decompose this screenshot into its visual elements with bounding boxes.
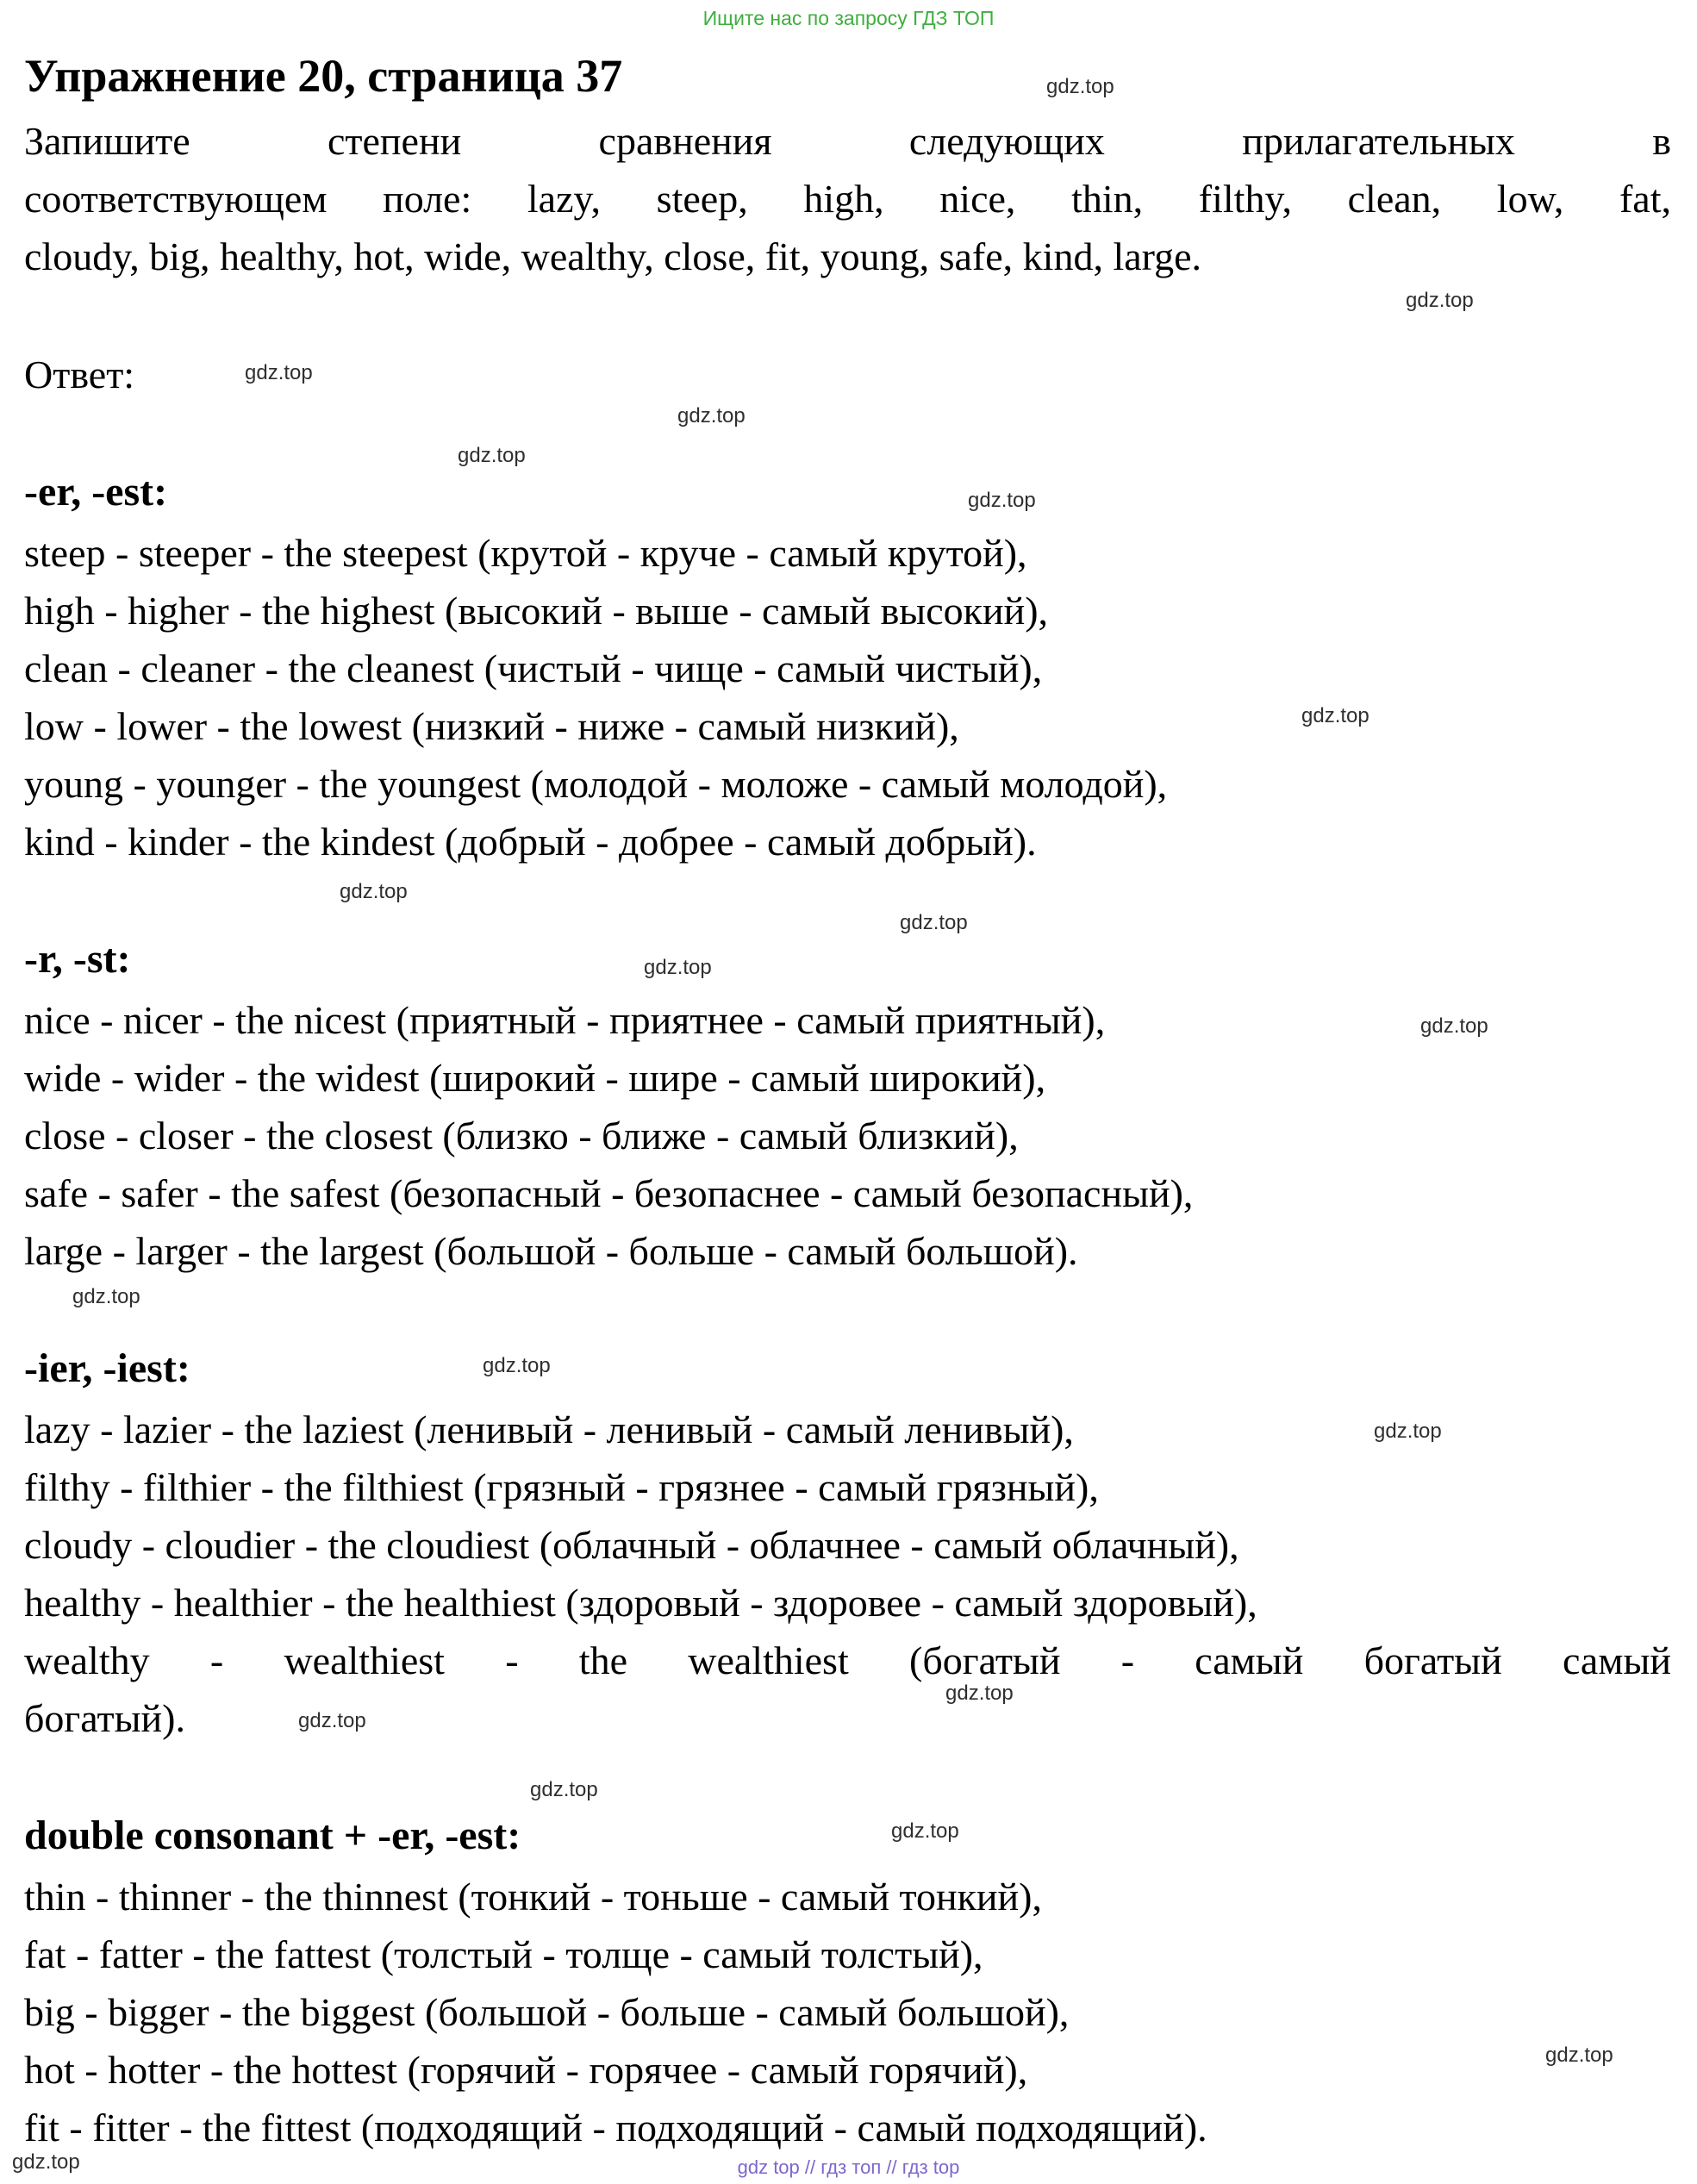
footer-links: gdz top // гдз топ // гдз top (737, 2156, 960, 2178)
promo-banner: Ищите нас по запросу ГДЗ ТОП (702, 7, 995, 29)
answer-line: wide - wider - the widest (широкий - шире - самый широкий), (24, 1056, 1046, 1100)
answer-sections (24, 465, 1671, 2156)
answer-line: wealthy - wealthiest - the wealthiest (богатый - самый богатый самый (24, 1638, 1671, 1682)
answer-line: cloudy - cloudier - the cloudiest (облачный - облачнее - самый облачный), (24, 1523, 1239, 1567)
gdz-watermark: gdz.top (1406, 289, 1474, 312)
gdz-watermark: gdz.top (900, 911, 968, 934)
answer-line: close - closer - the closest (близко - ближе - самый близкий), (24, 1114, 1019, 1158)
answer-line: high - higher - the highest (высокий - выше - самый высокий), (24, 589, 1049, 633)
gdz-watermark: gdz.top (1301, 704, 1369, 727)
answer-line: fit - fitter - the fittest (подходящий - подходящий - самый подходящий). (24, 2106, 1207, 2150)
answer-line: steep - steeper - the steepest (крутой - круче - самый крутой), (24, 531, 1027, 575)
answer-section (24, 933, 1671, 1280)
gdz-watermark: gdz.top (644, 956, 712, 979)
gdz-watermark: gdz.top (458, 444, 526, 467)
task-paragraph (24, 112, 1671, 285)
gdz-watermark: gdz.top (1420, 1014, 1488, 1038)
gdz-watermark: gdz.top (12, 2150, 80, 2174)
section-heading: -r, -st: (24, 936, 131, 982)
answer-line: large - larger - the largest (большой - больше - самый большой). (24, 1229, 1078, 1273)
page-title: Упражнение 20, страница 37 (24, 50, 623, 102)
gdz-watermark: gdz.top (1545, 2044, 1613, 2067)
gdz-watermark: gdz.top (245, 361, 313, 384)
answer-line: fat - fatter - the fattest (толстый - толще - самый толстый), (24, 1932, 983, 1976)
gdz-watermark: gdz.top (298, 1709, 366, 1732)
section-heading: double consonant + -er, -est: (24, 1813, 521, 1858)
task-line: соответствующем поле: lazy, steep, high, nice, thin, filthy, clean, low, fat, (24, 177, 1671, 221)
answer-line: safe - safer - the safest (безопасный - безопаснее - самый безопасный), (24, 1171, 1194, 1215)
gdz-watermark: gdz.top (1046, 75, 1114, 98)
gdz-watermark: gdz.top (677, 404, 746, 427)
answer-section (24, 465, 1671, 870)
answer-line: lazy - lazier - the laziest (ленивый - ленивый - самый ленивый), (24, 1407, 1074, 1451)
answer-line: hot - hotter - the hottest (горячий - горячее - самый горячий), (24, 2048, 1028, 2092)
answer-line: big - bigger - the biggest (большой - больше - самый большой), (24, 1990, 1070, 2034)
answer-line: low - lower - the lowest (низкий - ниже - самый низкий), (24, 704, 959, 748)
gdz-watermark: gdz.top (340, 880, 408, 903)
gdz-watermark: gdz.top (483, 1354, 551, 1377)
task-line: cloudy, big, healthy, hot, wide, wealthy, close, fit, young, safe, kind, large. (24, 234, 1202, 278)
answer-line: young - younger - the youngest (молодой - моложе - самый молодой), (24, 762, 1168, 806)
answer-line: nice - nicer - the nicest (приятный - приятнее - самый приятный), (24, 998, 1106, 1042)
gdz-watermark: gdz.top (891, 1819, 959, 1843)
gdz-watermark: gdz.top (72, 1285, 140, 1308)
answer-line: clean - cleaner - the cleanest (чистый - чище - самый чистый), (24, 646, 1043, 690)
answer-line: filthy - filthier - the filthiest (грязный - грязнее - самый грязный), (24, 1465, 1099, 1509)
gdz-watermark: gdz.top (968, 489, 1036, 512)
answer-line: богатый). (24, 1696, 185, 1740)
section-heading: -er, -est: (24, 469, 168, 515)
gdz-watermark: gdz.top (945, 1682, 1014, 1705)
gdz-watermark: gdz.top (530, 1778, 598, 1801)
answer-line: thin - thinner - the thinnest (тонкий - тоньше - самый тонкий), (24, 1875, 1042, 1919)
answer-section (24, 1342, 1671, 1747)
answer-section (24, 1809, 1671, 2156)
answer-line: kind - kinder - the kindest (добрый - добрее - самый добрый). (24, 820, 1037, 864)
answer-line: healthy - healthier - the healthiest (здоровый - здоровее - самый здоровый), (24, 1581, 1257, 1625)
section-heading: -ier, -iest: (24, 1345, 190, 1391)
answer-label: Ответ: (24, 353, 135, 396)
task-line: Запишите степени сравнения следующих прилагательных в (24, 119, 1671, 163)
gdz-watermark: gdz.top (1374, 1420, 1442, 1443)
